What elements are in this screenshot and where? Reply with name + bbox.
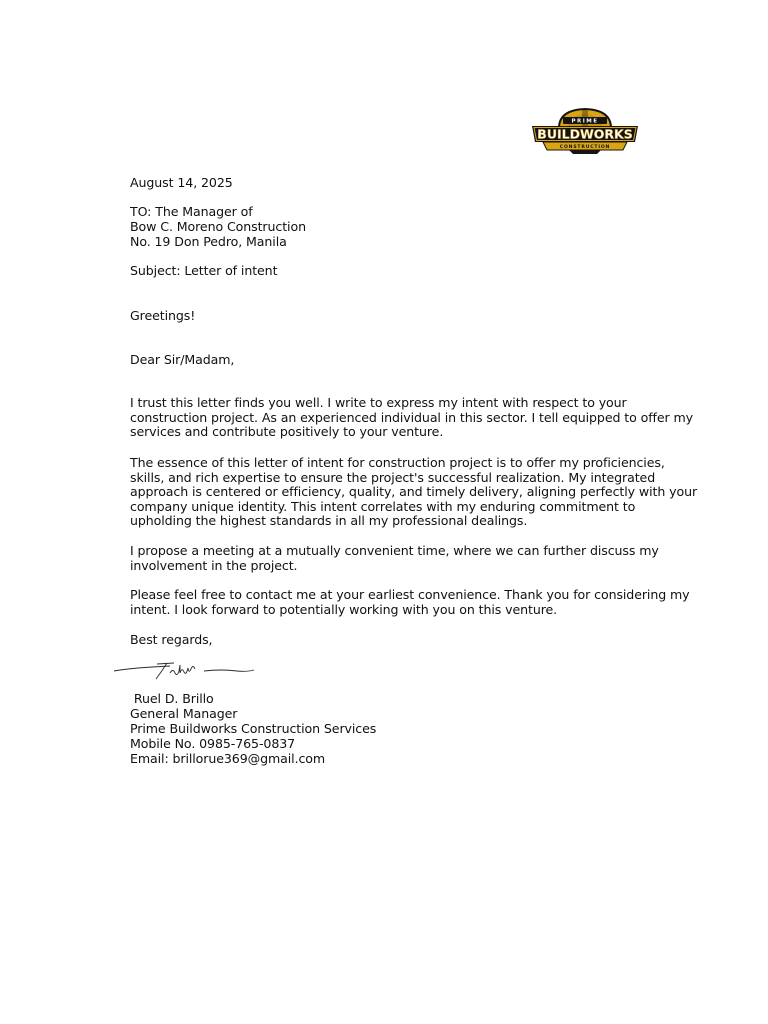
paragraph-line: skills, and rich expertise to ensure the project's successful realization. My integrated — [130, 469, 656, 485]
paragraph-line: approach is centered or efficiency, quality, and timely delivery, aligning perfectly with your — [130, 484, 698, 500]
paragraph-line: involvement in the project. — [130, 557, 298, 573]
body-paragraph-1 — [130, 396, 710, 440]
salutation: Dear Sir/Madam, — [130, 352, 235, 367]
paragraph-line: intent. I look forward to potentially working with you on this venture. — [130, 601, 558, 617]
letter-date: August 14, 2025 — [130, 175, 233, 190]
paragraph-line: Please feel free to contact me at your earliest convenience. Thank you for considering my — [130, 587, 690, 602]
signer-company: Prime Buildworks Construction Services — [130, 721, 377, 736]
body-paragraph-3 — [130, 544, 710, 573]
paragraph-line: upholding the highest standards in all my professional dealings. — [130, 513, 528, 529]
paragraph-line: company unique identity. This intent correlates with my enduring commitment to — [130, 498, 636, 514]
logo-main-text: BUILDWORKS — [537, 126, 633, 142]
signer-email: Email: brillorue369@gmail.com — [130, 751, 326, 766]
recipient-line-1: TO: The Manager of — [130, 204, 253, 219]
handwritten-signature — [112, 659, 257, 683]
prime-buildworks-logo — [529, 106, 641, 156]
recipient-line-3: No. 19 Don Pedro, Manila — [130, 234, 287, 249]
logo-sub-text: CONSTRUCTION — [559, 145, 611, 151]
paragraph-line: services and contribute positively to your venture. — [130, 424, 444, 440]
signer-title: General Manager — [130, 706, 238, 721]
signer-name: Ruel D. Brillo — [130, 691, 214, 706]
closing: Best regards, — [130, 632, 213, 647]
logo-top-text: PRIME — [571, 118, 599, 125]
paragraph-line: I propose a meeting at a mutually convenient time, where we can further discuss my — [130, 543, 659, 558]
paragraph-line: I trust this letter finds you well. I write to express my intent with respect to your — [130, 395, 627, 410]
paragraph-line: The essence of this letter of intent for construction project is to offer my proficiencies, — [130, 455, 665, 470]
body-paragraph-4 — [130, 588, 710, 617]
recipient-line-2: Bow C. Moreno Construction — [130, 219, 306, 234]
greeting: Greetings! — [130, 308, 196, 323]
paragraph-line: construction project. As an experienced individual in this sector. I tell equipped to offer my — [130, 409, 694, 425]
signer-mobile: Mobile No. 0985-765-0837 — [130, 736, 296, 751]
body-paragraph-2 — [130, 456, 710, 529]
subject-line: Subject: Letter of intent — [130, 263, 278, 278]
